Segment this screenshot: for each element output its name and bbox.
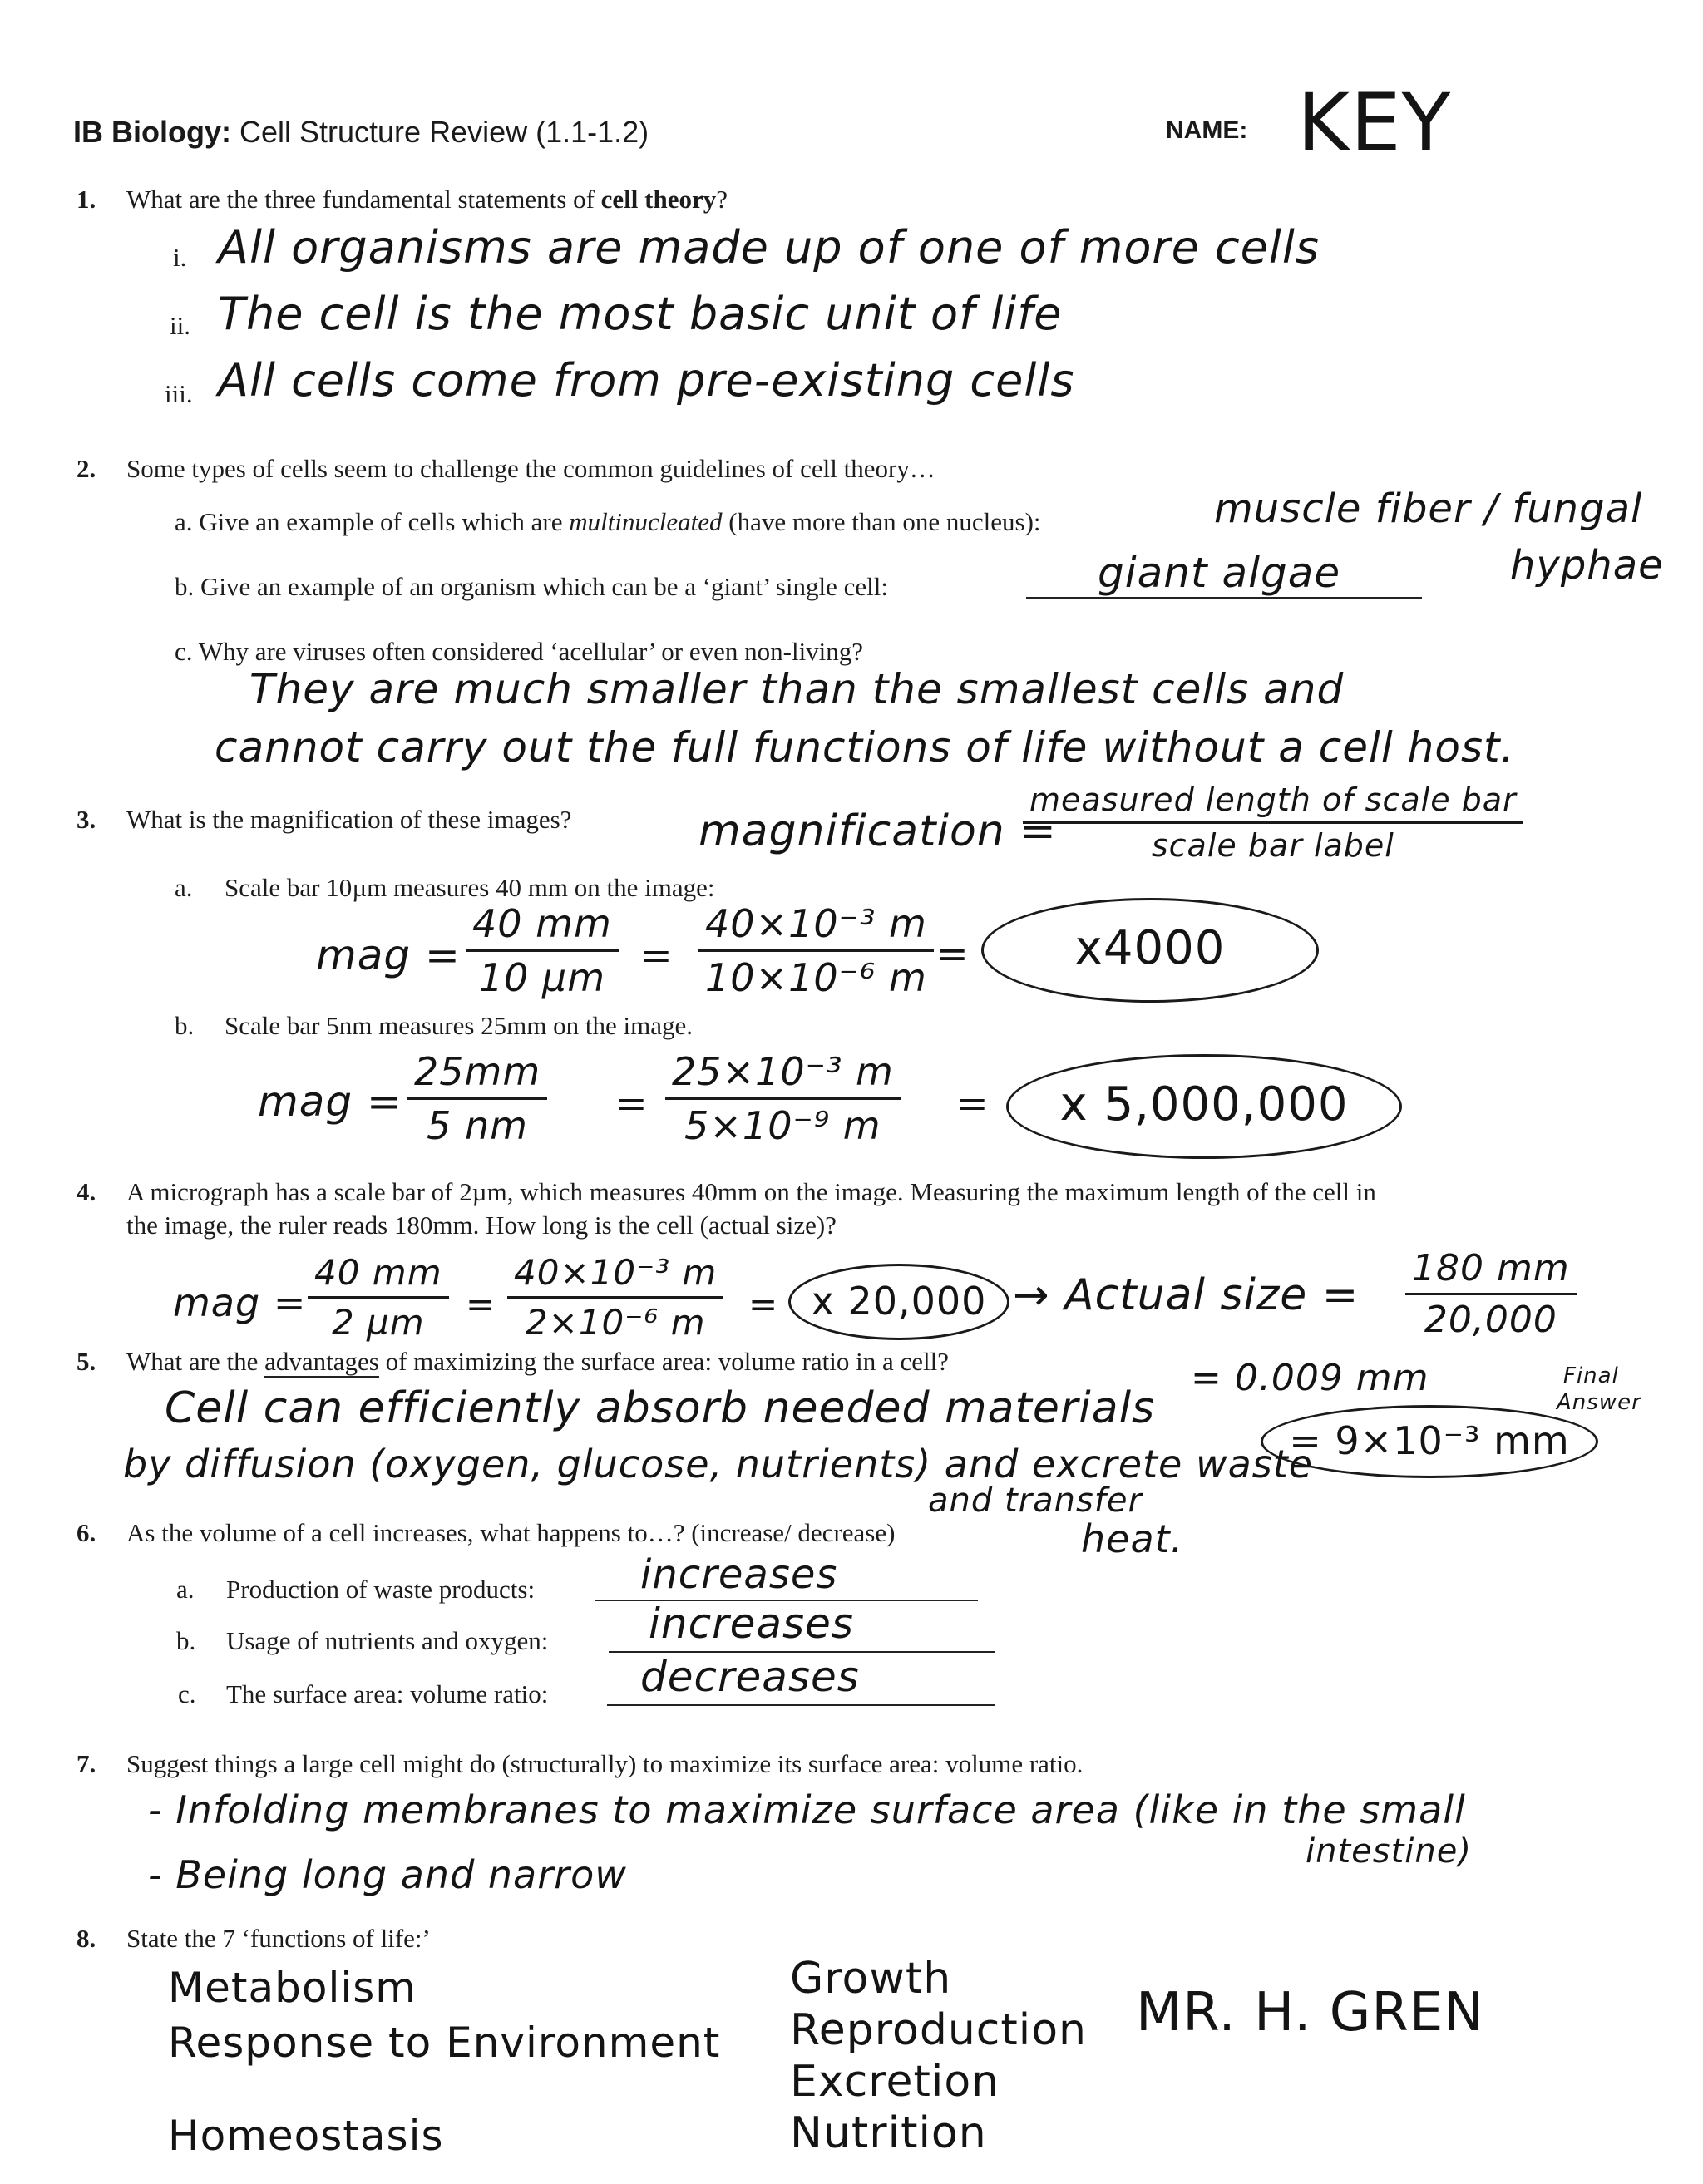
fraction-bottom: 5 nm	[427, 1103, 528, 1148]
answer-4-result: x 20,000	[788, 1264, 1009, 1340]
answer-3a-frac2	[698, 901, 934, 1000]
equals-sign: =	[936, 931, 970, 976]
question-6b: Usage of nutrients and oxygen:	[226, 1626, 549, 1655]
question-underlined: advantages	[264, 1347, 379, 1376]
answer-3b-result: x 5,000,000	[1006, 1054, 1402, 1159]
final-note: Final	[1563, 1363, 1619, 1388]
worksheet-header	[73, 115, 649, 150]
answer-1-iii: All cells come from pre-existing cells	[218, 354, 1075, 407]
answer-5-line2: by diffusion (oxygen, glucose, nutrients) and excrete waste	[123, 1442, 1314, 1486]
question-3	[77, 805, 571, 835]
answer-3a-mag: mag =	[316, 931, 461, 979]
formula-denominator: scale bar label	[1151, 827, 1394, 864]
name-answer: KEY	[1297, 76, 1452, 170]
question-number: 1.	[77, 185, 96, 214]
answer-4-mag: mag =	[173, 1280, 307, 1325]
item-label: i.	[173, 243, 187, 272]
question-text: What is the magnification of these images?	[126, 805, 572, 834]
equals-sign: =	[956, 1081, 990, 1126]
question-text-end: ?	[716, 185, 728, 214]
item-label: a.	[175, 873, 193, 902]
item-label: ii.	[170, 311, 190, 340]
answer-2c-line2: cannot carry out the full functions of life without a cell host.	[215, 723, 1515, 772]
fraction-top: 25mm	[407, 1049, 547, 1100]
function-of-life: Nutrition	[790, 2108, 987, 2158]
item-label: iii.	[165, 379, 193, 408]
question-4-cont: the image, the ruler reads 180mm. How long is the cell (actual size)?	[126, 1210, 837, 1240]
question-text: What are the three fundamental statements of	[126, 185, 601, 214]
answer-2b: giant algae	[1098, 549, 1341, 597]
fraction-bottom: 10×10⁻⁶ m	[705, 955, 927, 1000]
question-2c: c. Why are viruses often considered ‘acellular’ or even non-living?	[175, 637, 864, 666]
item-label: b.	[175, 1011, 195, 1040]
question-6c: The surface area: volume ratio:	[226, 1679, 549, 1708]
answer-4-actual-label: → Actual size =	[1013, 1270, 1360, 1320]
answer-6c: decreases	[640, 1653, 860, 1701]
function-of-life: Growth	[790, 1954, 952, 2004]
question-text: Scale bar 5nm measures 25mm on the image.	[225, 1011, 694, 1040]
question-text-end: of maximizing the surface area: volume ratio in a cell?	[378, 1347, 949, 1376]
question-italic: multinucleated	[569, 507, 723, 536]
answer-7-line1: - Infolding membranes to maximize surface area (like in the small	[148, 1787, 1466, 1832]
question-3b	[175, 1011, 693, 1041]
course-label: IB Biology:	[73, 115, 231, 149]
function-of-life: Metabolism	[168, 1964, 417, 2012]
name-label: NAME:	[1166, 116, 1248, 144]
question-1	[77, 185, 728, 214]
answer-4-actual-eq: = 0.009 mm	[1191, 1357, 1429, 1399]
question-keyword: cell theory	[600, 185, 717, 214]
question-text: As the volume of a cell increases, what happens to…? (increase/ decrease)	[126, 1518, 896, 1547]
question-3a	[175, 873, 714, 903]
question-6	[77, 1518, 895, 1548]
equals-sign: =	[640, 933, 674, 978]
function-of-life: Response to Environment	[168, 2019, 721, 2067]
fraction-bottom: 2 µm	[331, 1302, 425, 1343]
fraction-bottom: 20,000	[1424, 1299, 1557, 1341]
worksheet-title: Cell Structure Review (1.1-1.2)	[230, 115, 649, 149]
function-of-life: Reproduction	[790, 2005, 1088, 2055]
question-text: a. Give an example of cells which are	[175, 507, 570, 536]
answer-line	[607, 1704, 995, 1706]
fraction-top: 25×10⁻³ m	[665, 1049, 901, 1100]
answer-3a-result: x4000	[981, 898, 1319, 1003]
answer-5-line4: heat.	[1081, 1516, 1184, 1561]
question-text: Some types of cells seem to challenge the common guidelines of cell theory…	[126, 454, 935, 483]
answer-2c-line1: They are much smaller than the smallest cells and	[249, 665, 1345, 713]
question-number: 2.	[77, 454, 96, 483]
function-of-life: Homeostasis	[168, 2112, 444, 2160]
function-of-life: Excretion	[790, 2057, 1000, 2107]
formula-fraction	[1023, 781, 1523, 864]
question-6a: Production of waste products:	[226, 1575, 536, 1604]
question-4	[77, 1177, 1376, 1207]
formula-label: magnification =	[698, 806, 1057, 856]
question-text-end: (have more than one nucleus):	[722, 507, 1041, 536]
answer-3b-mag: mag =	[258, 1077, 402, 1126]
fraction-top: 40 mm	[308, 1252, 449, 1299]
answer-5-line1: Cell can efficiently absorb needed materials	[165, 1383, 1156, 1433]
answer-3a-frac1	[466, 901, 619, 1000]
fraction-top: 40 mm	[466, 901, 619, 952]
answer-line	[1026, 597, 1422, 599]
fraction-top: 40×10⁻³ m	[507, 1252, 723, 1299]
item-label: a.	[176, 1575, 195, 1604]
answer-6b: increases	[649, 1600, 854, 1648]
answer-4-frac1	[308, 1252, 449, 1343]
question-8	[77, 1924, 431, 1954]
equals-sign: =	[615, 1081, 649, 1126]
question-text: A micrograph has a scale bar of 2µm, which measures 40mm on the image. Measuring the maximum length of the cell in	[126, 1177, 1376, 1206]
answer-3b-frac2	[665, 1049, 901, 1148]
teacher-signature: MR. H. GREN	[1136, 1982, 1485, 2043]
question-number: 8.	[77, 1924, 96, 1953]
question-7	[77, 1749, 1083, 1779]
question-number: 3.	[77, 805, 96, 834]
question-number: 7.	[77, 1749, 96, 1778]
question-number: 5.	[77, 1347, 96, 1376]
answer-3b-frac1	[407, 1049, 547, 1148]
question-2a	[175, 507, 1041, 537]
equals-sign: =	[748, 1284, 779, 1324]
question-2	[77, 454, 935, 484]
answer-1-i: All organisms are made up of one of more cells	[218, 221, 1320, 274]
answer-7-line1b: intestine)	[1306, 1832, 1472, 1871]
item-label: c.	[178, 1679, 196, 1708]
fraction-bottom: 5×10⁻⁹ m	[684, 1103, 881, 1148]
answer-5-line3: and transfer	[928, 1481, 1143, 1520]
question-2b: b. Give an example of an organism which can be a ‘giant’ single cell:	[175, 572, 888, 601]
answer-6a: increases	[640, 1551, 838, 1598]
question-number: 6.	[77, 1518, 96, 1547]
question-number: 4.	[77, 1177, 96, 1206]
final-note: Answer	[1557, 1390, 1641, 1415]
item-label: b.	[176, 1626, 196, 1655]
question-5	[77, 1347, 949, 1377]
answer-4-final: = 9×10⁻³ mm	[1261, 1405, 1598, 1478]
question-text: Scale bar 10µm measures 40 mm on the image:	[225, 873, 715, 902]
answer-2a: muscle fiber / fungal	[1214, 486, 1643, 532]
answer-4-frac2	[507, 1252, 723, 1343]
answer-1-ii: The cell is the most basic unit of life	[218, 288, 1063, 340]
question-text: Suggest things a large cell might do (structurally) to maximize its surface area: volume ratio.	[126, 1749, 1084, 1778]
answer-2a-cont: hyphae	[1510, 542, 1664, 589]
answer-4-actual-frac	[1405, 1247, 1577, 1341]
answer-7-line2: - Being long and narrow	[148, 1852, 627, 1897]
question-text: What are the	[126, 1347, 265, 1376]
fraction-bottom: 2×10⁻⁶ m	[525, 1302, 706, 1343]
fraction-bottom: 10 µm	[478, 955, 605, 1000]
question-text: State the 7 ‘functions of life:’	[126, 1924, 431, 1953]
fraction-top: 180 mm	[1405, 1247, 1577, 1295]
formula-numerator: measured length of scale bar	[1023, 781, 1523, 824]
equals-sign: =	[466, 1284, 496, 1324]
fraction-top: 40×10⁻³ m	[698, 901, 934, 952]
